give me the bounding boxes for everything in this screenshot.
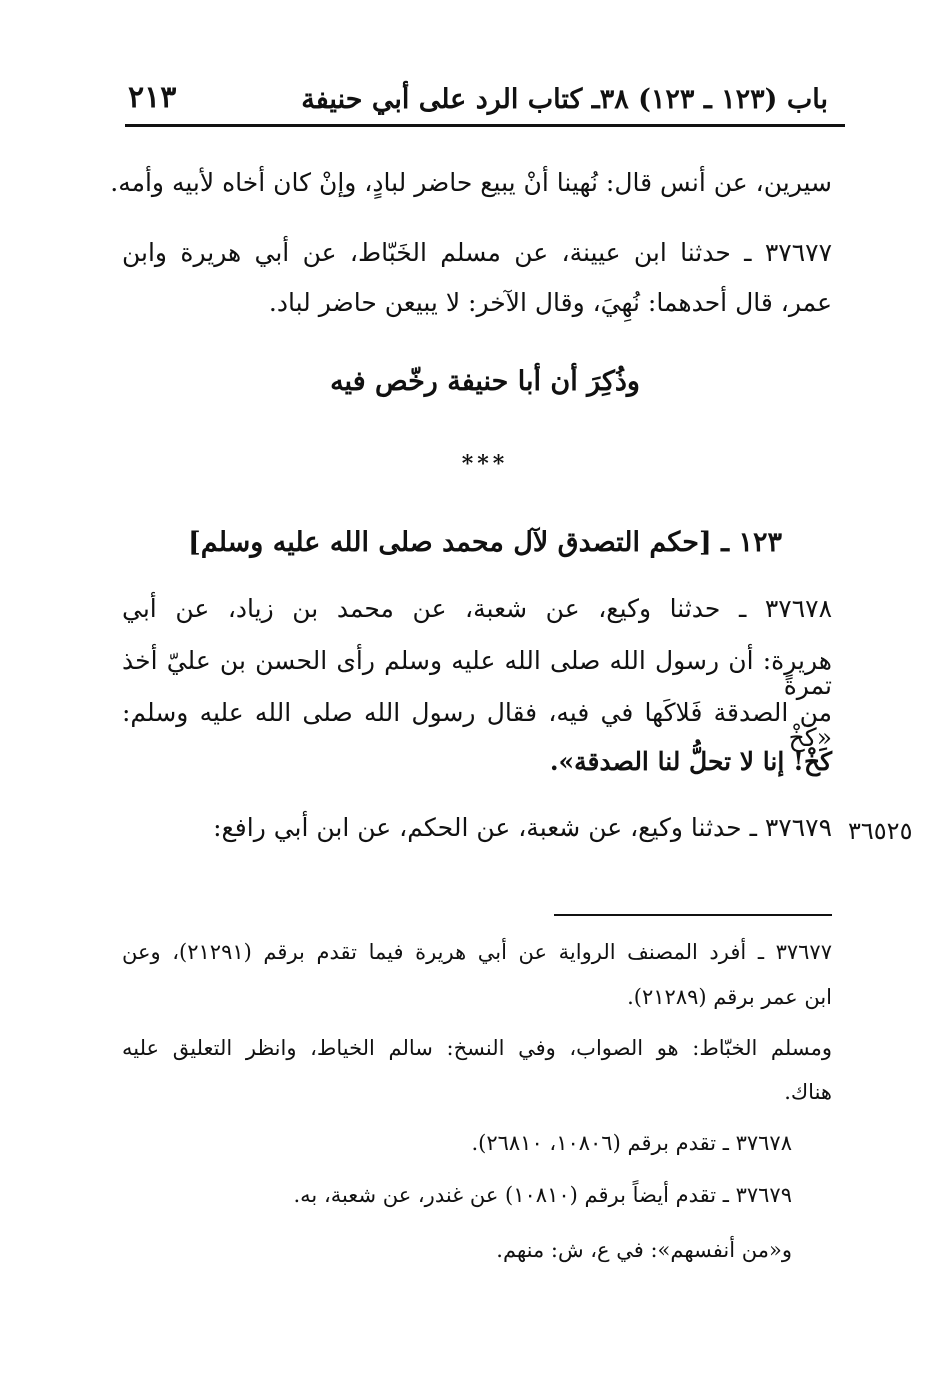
- chapter-heading: ١٢٣ ـ [حكم التصدق لآل محمد صلى الله عليه وسلم]: [188, 527, 782, 558]
- hadith-37677-line-2: عمر، قال أحدهما: نُهِيَ، وقال الآخر: لا يبيعن حاضر لباد.: [268, 288, 832, 317]
- page-number: ٢١٣: [128, 80, 177, 115]
- text-line: سيرين، عن أنس قال: نُهينا أنْ يبيع حاضر لبادٍ، وإنْ كان أخاه لأبيه وأمه.: [110, 168, 832, 197]
- margin-cross-reference-number: ٣٦٥٢٥: [848, 817, 913, 845]
- footnote-37677-line-3: ومسلم الخبّاط: هو الصواب، وفي النسخ: سالم الخياط، وانظر التعليق عليه: [122, 1036, 832, 1060]
- hadith-37677-line-1: ٣٧٦٧٧ ـ حدثنا ابن عيينة، عن مسلم الخَبّاط، عن أبي هريرة وابن: [122, 238, 832, 267]
- hadith-37678-line-2: هريرة: أن رسول الله صلى الله عليه وسلم رأى الحسن بن عليّ أخذ تمرةً: [122, 646, 832, 700]
- header-rule: [125, 124, 845, 127]
- footnote-37677-line-2: ابن عمر برقم (٢١٢٨٩).: [627, 985, 832, 1009]
- note-heading: وذُكِرَ أن أبا حنيفة رخّص فيه: [330, 366, 640, 397]
- hadith-37678-line-3: من الصدقة فَلاكَها في فيه، فقال رسول الله صلى الله عليه وسلم: «كَخْ: [122, 698, 832, 752]
- hadith-37678-line-4: كَخْ! إنا لا تحلُّ لنا الصدقة».: [549, 747, 832, 776]
- footnote-37677-line-1: ٣٧٦٧٧ ـ أفرد المصنف الرواية عن أبي هريرة فيما تقدم برقم (٢١٢٩١)، وعن: [122, 940, 832, 964]
- section-divider-stars: ***: [461, 451, 509, 477]
- footnote-37677-line-4: هناك.: [784, 1080, 832, 1104]
- running-header-title: باب (١٢٣ ـ ١٢٣) ٣٨ـ كتاب الرد على أبي حنيفة: [301, 84, 828, 115]
- hadith-37678-line-1: ٣٧٦٧٨ ـ حدثنا وكيع، عن شعبة، عن محمد بن زياد، عن أبي: [122, 594, 832, 623]
- hadith-37679-line-1: ٣٧٦٧٩ ـ حدثنا وكيع، عن شعبة، عن الحكم، عن ابن أبي رافع:: [213, 813, 832, 842]
- footnote-37679-note: و«من أنفسهم»: في ع، ش: منهم.: [496, 1238, 792, 1262]
- footnote-37678: ٣٧٦٧٨ ـ تقدم برقم (١٠٨٠٦، ٢٦٨١٠).: [471, 1131, 792, 1155]
- footnote-37679: ٣٧٦٧٩ ـ تقدم أيضاً برقم (١٠٨١٠) عن غندر، عن شعبة، به.: [293, 1183, 792, 1207]
- footnote-rule: [554, 914, 832, 916]
